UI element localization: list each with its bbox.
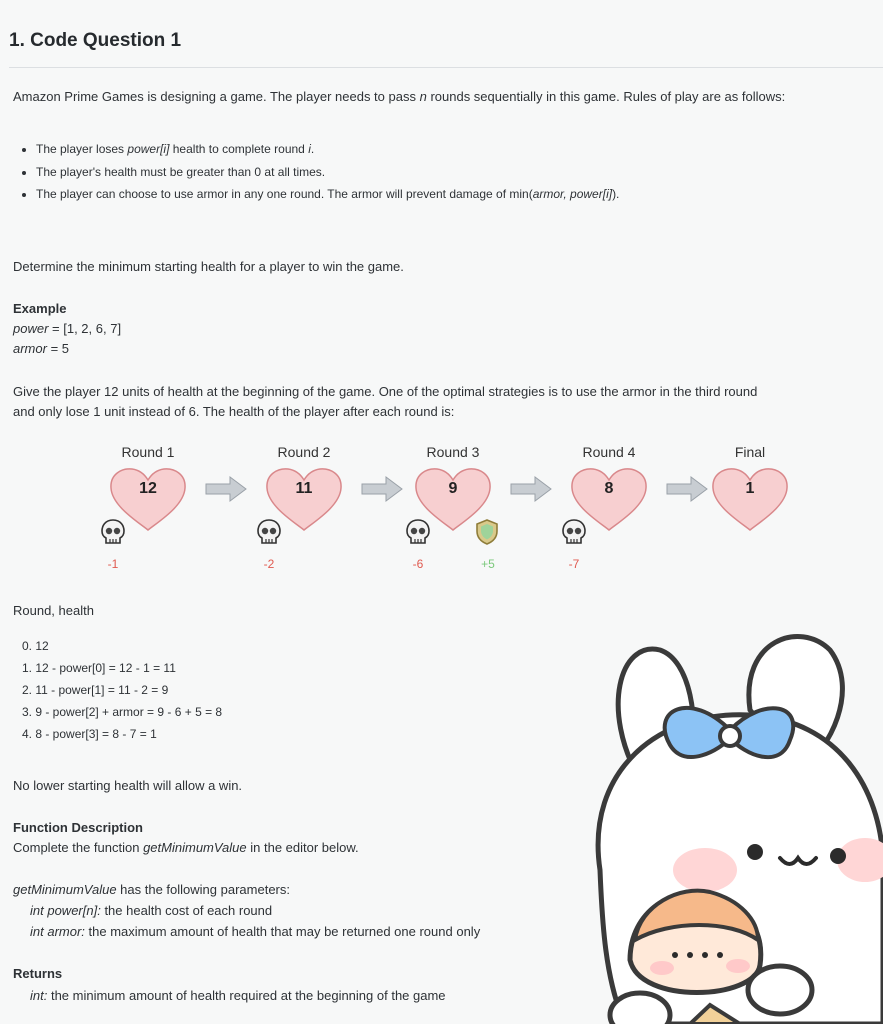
arrow-right-icon <box>360 475 404 503</box>
armor-gain-value: +5 <box>481 557 495 571</box>
damage-value: -1 <box>107 557 119 571</box>
param-power: int power[n]: the health cost of each round <box>30 903 273 918</box>
round-label: Round 3 <box>426 444 480 460</box>
arrow-right-icon <box>509 475 553 503</box>
example-armor: armor = 5 <box>13 341 69 356</box>
explain-line-1: Give the player 12 units of health at the beginning of the game. One of the optimal strategies is to use the armor in the third round <box>13 384 758 399</box>
example-power: power = [1, 2, 6, 7] <box>13 321 122 336</box>
intro-after: rounds sequentially in this game. Rules of play are as follows: <box>426 89 786 104</box>
param-armor: int armor: the maximum amount of health that may be returned one round only <box>30 924 481 939</box>
health-value: 12 <box>139 480 157 497</box>
damage-value: -2 <box>263 557 275 571</box>
round-label: Final <box>734 444 766 460</box>
health-value: 8 <box>604 480 614 497</box>
rules-list <box>18 140 619 208</box>
explain-line-2: and only lose 1 unit instead of 6. The health of the player after each round is: <box>13 404 455 419</box>
health-sequence-diagram <box>0 440 883 590</box>
params-intro: getMinimumValue has the following parameters: <box>13 882 290 897</box>
skull-icon <box>256 518 282 546</box>
intro-text <box>13 89 785 104</box>
function-description-text: Complete the function getMinimumValue in the editor below. <box>13 840 359 855</box>
skull-icon <box>100 518 126 546</box>
arrow-right-icon <box>665 475 709 503</box>
no-lower-text: No lower starting health will allow a win. <box>13 778 243 793</box>
step-item: 4. 8 - power[3] = 8 - 7 = 1 <box>22 727 157 741</box>
health-value: 11 <box>295 480 313 497</box>
step-item: 1. 12 - power[0] = 12 - 1 = 11 <box>22 661 176 675</box>
title-divider <box>9 67 883 68</box>
round-label: Round 2 <box>277 444 331 460</box>
health-value: 1 <box>745 480 755 497</box>
rule-item: • The player can choose to use armor in any one round. The armor will prevent damage of min(armor, power[i]). <box>36 185 619 208</box>
bunny-sticker-icon <box>580 620 883 1024</box>
intro-var: n <box>419 89 427 104</box>
skull-icon <box>561 518 587 546</box>
armor-shield-icon <box>475 518 499 546</box>
example-heading: Example <box>13 301 67 316</box>
health-value: 9 <box>448 480 458 497</box>
determine-text: Determine the minimum starting health for a player to win the game. <box>13 259 404 274</box>
steps-list <box>22 637 222 747</box>
function-description-heading: Function Description <box>13 820 143 835</box>
damage-value: -7 <box>568 557 580 571</box>
step-item: 3. 9 - power[2] + armor = 9 - 6 + 5 = 8 <box>22 705 223 719</box>
skull-icon <box>405 518 431 546</box>
step-item: 2. 11 - power[1] = 11 - 2 = 9 <box>22 683 169 697</box>
damage-value: -6 <box>412 557 424 571</box>
question-title: 1. Code Question 1 <box>9 30 182 51</box>
returns-text: int: the minimum amount of health required at the beginning of the game <box>30 988 446 1003</box>
round-health-heading: Round, health <box>13 603 94 618</box>
step-item: 0. 12 <box>22 639 49 653</box>
round-label: Round 1 <box>121 444 175 460</box>
rule-item: • The player loses power[i] health to complete round i. <box>36 140 619 163</box>
arrow-right-icon <box>204 475 248 503</box>
intro-before: Amazon Prime Games is designing a game. The player needs to pass <box>13 89 420 104</box>
returns-heading: Returns <box>13 966 63 981</box>
rule-item: • The player's health must be greater than 0 at all times. <box>36 163 619 186</box>
round-label: Round 4 <box>582 444 636 460</box>
heart-icon <box>710 466 790 534</box>
